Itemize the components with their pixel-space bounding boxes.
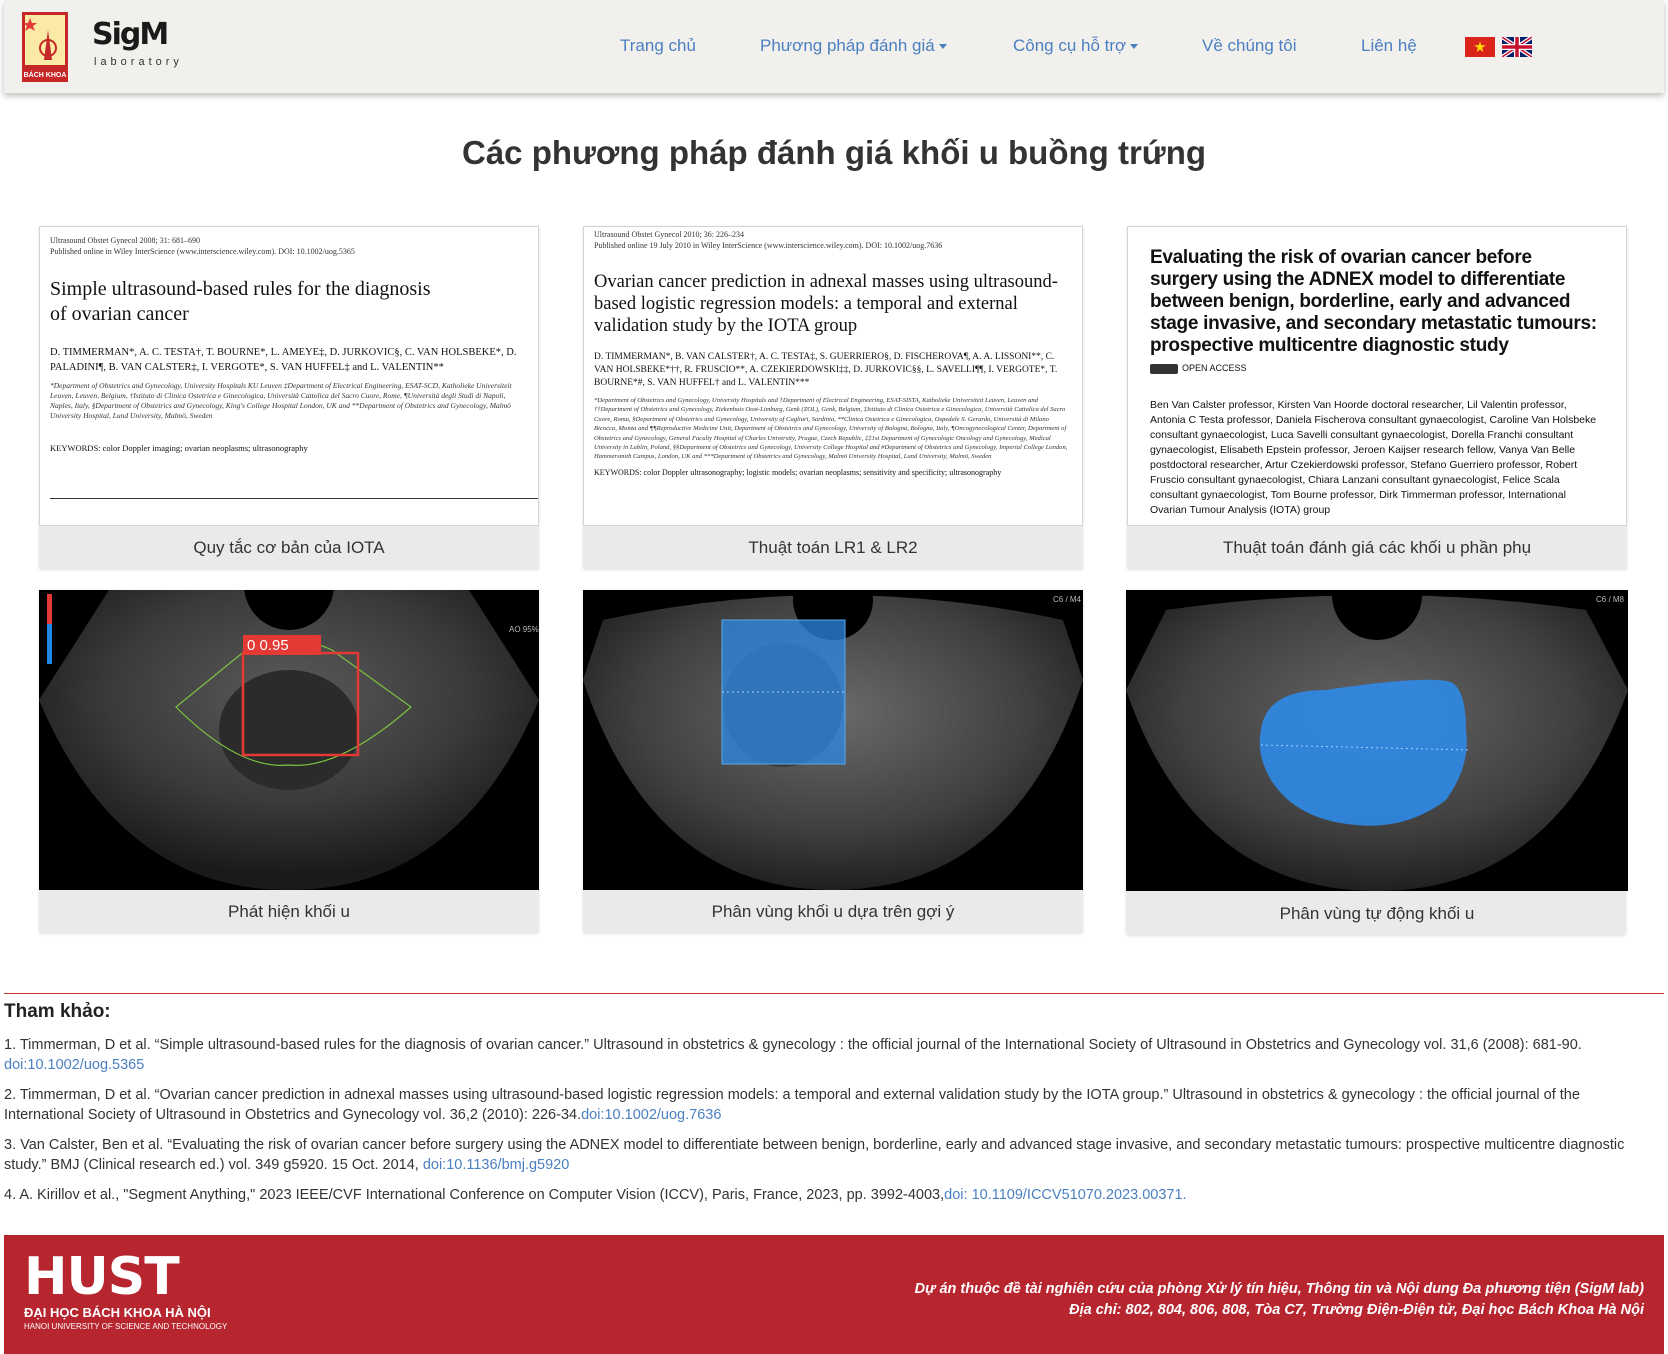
navbar [4, 0, 1664, 93]
sigm-logo[interactable] [92, 17, 192, 80]
reference-item: 2. Timmerman, D et al. “Ovarian cancer prediction in adnexal masses using ultrasound-based logistic regression models: a temporal and external validation study by the IOTA group.” Ultrasound in obstetrics & gynecology : the official journal of the International Society of Ultrasound in Obstetrics and Gynecology vol. 36,2 (2010): 226-34.doi:10.1002/uog.7636 [4, 1087, 1580, 1123]
paper-affiliations: *Department of Obstetrics and Gynecology, University Hospitals and †Department of Electrical Engineering, ESAT-SISTA, Katholieke Universiteit Leuven, Leuven and ††Department of Obstetrics and Gynecology, Ziekenhuis Oost-Limburg, Genk (ZOL), Genk, Belgium, ‡Istituto di Clinica Ostetrica e Ginecologica, Università Cattolica del Sacro Cuore, Roma, §Department of Obstetrics and Gynecology, University of Cagliari, Sardinia, **Clinica Ostetrica e Ginecologica, Ospedale S. Gerardo, Università di Milano Bicocca, Monza and ¶¶Reproductive Medicine Unit, Department of Obstetrics and Gynecology, University of Bologna, Bologna, Italy, ¶Oncogynecological Center, Department of Obstetrics and Gynecology, General Faculty Hospital of Charles University, Prague, Czech Republic, ‡‡1st Department of Gynecologic Oncology and Gynecology, Medical University in Lublin, Poland, §§Department of Obstetrics and Gynecology, University College Hospital and #Department of Obstetrics and Gynecology, Imperial College London, Hammersmith Campus, London, UK and ***Department of Obstetrics and Gynecology, Malmö University Hospital, Lund University, Malmö, Sweden [594, 397, 1068, 461]
doi-link[interactable]: doi:10.1002/uog.5365 [4, 1057, 145, 1073]
paper-title: Ovarian cancer prediction in adnexal masses using ultrasound-based logistic regression models: a temporal and external validation study by the IOTA group [594, 272, 1058, 336]
caret-down-icon [1130, 44, 1138, 49]
reference-item: 3. Van Calster, Ben et al. “Evaluating the risk of ovarian cancer before surgery using the ADNEX model to differentiate between benign, borderline, early and advanced stage invasive, and secondary metastatic tumours: prospective multicentre diagnostic study.” BMJ (Clinical research ed.) vol. 349 g5920. 15 Oct. 2014, doi:10.1136/bmj.g5920 [4, 1137, 1625, 1173]
cc-license-icon [1150, 364, 1178, 374]
paper-authors: D. TIMMERMAN*, A. C. TESTA†, T. BOURNE*, L. AMEYE‡, D. JURKOVIC§, C. VAN HOLSBEKE*, D. PALADINI¶, B. VAN CALSTER‡, I. VERGOTE*, S. VAN HUFFEL‡ and L. VALENTIN** [50, 347, 517, 373]
card-caption: Phân vùng tự động khối u [1279, 904, 1475, 923]
paper-keywords: KEYWORDS: color Doppler imaging; ovarian neoplasms; ultrasonography [50, 443, 308, 453]
hust-logo-vn: ĐẠI HỌC BÁCH KHOA HÀ NỘI [24, 1305, 211, 1320]
sigm-logo-text: SigM [92, 17, 168, 52]
card-adnex[interactable] [1127, 226, 1627, 569]
footer-info [915, 1279, 1644, 1321]
hust-logo[interactable] [24, 1247, 228, 1331]
sigm-logo-subtext: laboratory [94, 56, 183, 68]
footer-address-line: Địa chỉ: 802, 804, 806, 808, Tòa C7, Trường Điện-Điện tử, Đại học Bách Khoa Hà Nội [1069, 1302, 1644, 1318]
open-access-badge: OPEN ACCESS [1150, 363, 1604, 374]
paper-keywords: KEYWORDS: color Doppler ultrasonography; logistic models; ovarian neoplasms; sensitivity and specificity; ultrasonography [594, 467, 1002, 477]
paper-authors: D. TIMMERMAN*, B. VAN CALSTER†, A. C. TESTA‡, S. GUERRIERO§, D. FISCHEROVA¶, A. A. LISSONI**, C. VAN HOLSBEKE*††, R. FRUSCIO**, A. CZEKIERDOWSKI‡‡, D. JURKOVIC§§, L. SAVELLI¶¶, I. VERGOTE*, T. BOURNE*#, S. VAN HUFFEL† and L. VALENTIN*** [594, 352, 1058, 388]
bach-khoa-logo[interactable] [22, 12, 68, 82]
card-caption: Phân vùng khối u dựa trên gợi ý [711, 902, 955, 921]
paper-page [39, 226, 539, 526]
paper-page [583, 226, 1083, 526]
card-caption: Quy tắc cơ bản của IOTA [193, 538, 385, 557]
hust-logo-text: HUST [24, 1247, 179, 1307]
paper-thumbnail[interactable] [1127, 226, 1627, 526]
ultrasound-auto-segmentation-image[interactable] [1126, 590, 1628, 891]
caret-down-icon [939, 44, 947, 49]
doi-link[interactable]: doi: 10.1109/ICCV51070.2023.00371. [944, 1187, 1187, 1203]
nav-contact[interactable]: Liên hệ [1361, 36, 1417, 55]
svg-text:C6 / M8: C6 / M8 [1596, 595, 1625, 604]
paper-page [1127, 226, 1627, 526]
nav-tools-dropdown[interactable]: Công cụ hỗ trợ [1013, 36, 1138, 56]
paper-thumbnail[interactable] [39, 226, 539, 526]
card-caption: Phát hiện khối u [228, 902, 350, 921]
nav-about[interactable]: Về chúng tôi [1202, 36, 1297, 55]
paper-header: Ultrasound Obstet Gynecol 2010; 36: 226–234 Published online 19 July 2010 in Wiley InterScience (www.interscience.wiley.com). DOI: 10.1002/uog.7636 [594, 230, 943, 250]
doi-link[interactable]: doi:10.1002/uog.7636 [581, 1107, 722, 1123]
footer [4, 1235, 1664, 1354]
paper-title: Evaluating the risk of ovarian cancer before surgery using the ADNEX model to differentiate between benign, borderline, early and advanced stage invasive, and secondary metastatic tumours: prospective multicentre diagnostic study [1150, 247, 1597, 356]
paper-thumbnail[interactable] [583, 226, 1083, 526]
page-title: Các phương pháp đánh giá khối u buồng trứng [461, 134, 1207, 171]
paper-title: Simple ultrasound-based rules for the diagnosis of ovarian cancer [50, 278, 431, 325]
card-tumor-detection[interactable] [39, 590, 539, 933]
references-divider [4, 993, 1664, 994]
card-prompt-segmentation[interactable] [583, 590, 1083, 933]
nav-home[interactable]: Trang chủ [620, 36, 696, 55]
uk-flag-icon[interactable] [1502, 37, 1532, 57]
reference-item: 1. Timmerman, D et al. “Simple ultrasound-based rules for the diagnosis of ovarian cancer.” Ultrasound in obstetrics & gynecology : the official journal of the International Society of Ultrasound in Obstetrics and Gynecology vol. 31,6 (2008): 681-90. doi:10.1002/uog.5365 [4, 1037, 1582, 1073]
card-caption: Thuật toán LR1 & LR2 [748, 538, 918, 557]
paper-authors: Ben Van Calster professor, Kirsten Van Hoorde doctoral researcher, Lil Valentin professor, Antonia C Testa professor, Daniela Fischerova consultant gynaecologist, Caroline Van Holsbeke consultant gynaecologist, Luca Savelli consultant gynaecologist, Dorella Franchi consultant gynaecologist, Elisabeth Epstein professor, Jeroen Kaijser research fellow, Vanya Van Belle postdoctoral researcher, Artur Czekierdowski professor, Stefano Guerriero professor, Robert Fruscio consultant gynaecologist, Chiara Lanzani consultant gynaecologist, Felice Scala consultant gynaecologist, Tom Bourne professor, Dirk Timmerman professor, International Ovarian Tumour Analysis (IOTA) group [1150, 398, 1597, 516]
hust-logo-en: HANOI UNIVERSITY OF SCIENCE AND TECHNOLOGY [24, 1322, 228, 1331]
card-caption: Thuật toán đánh giá các khối u phần phụ [1222, 538, 1532, 557]
doi-link[interactable]: doi:10.1136/bmj.g5920 [422, 1157, 570, 1173]
ultrasound-prompt-segmentation-image[interactable] [583, 590, 1083, 890]
references-title: Tham khảo: [4, 1001, 111, 1022]
detection-score-label: 0 0.95 [247, 637, 289, 654]
svg-text:AO 95%: AO 95% [509, 625, 539, 634]
reference-item: 4. A. Kirillov et al., "Segment Anything," 2023 IEEE/CVF International Conference on Computer Vision (ICCV), Paris, France, 2023, pp. 3992-4003,doi: 10.1109/ICCV51070.2023.00371. [4, 1187, 1187, 1203]
ultrasound-detection-image[interactable] [39, 590, 539, 890]
card-auto-segmentation[interactable] [1126, 590, 1626, 935]
nav-methods-dropdown[interactable]: Phương pháp đánh giá [760, 36, 947, 56]
card-iota-simple-rules[interactable] [39, 226, 539, 569]
footer-project-line: Dự án thuộc đề tài nghiên cứu của phòng Xử lý tín hiệu, Thông tin và Nội dung Đa phương tiện (SigM lab) [914, 1281, 1644, 1297]
paper-affiliations: *Department of Obstetrics and Gynecology, University Hospitals KU Leuven ‡Department of Electrical Engineering, ESAT-SCD, Katholieke Universiteit Leuven, Leuven, Belgium, †Istituto di Clinica Ostetrica e Ginecologica, Università Cattolica del Sacro Cuore, Rome, ¶Università degli Studi di Napoli, Naples, Italy, §Department of Obstetrics and Gynecology, King's College Hospital London, UK and **Department of Obstetrics and Gynecology, Malmö University Hospital, Lund University, Malmö, Sweden [50, 381, 512, 420]
paper-header: Ultrasound Obstet Gynecol 2008; 31: 681–690 Published online in Wiley InterScience (www.interscience.wiley.com). DOI: 10.1002/uog.5365 [50, 236, 355, 256]
svg-text:BÁCH KHOA: BÁCH KHOA [23, 72, 67, 79]
svg-text:C6 / M4: C6 / M4 [1053, 595, 1082, 604]
card-lr1-lr2[interactable] [583, 226, 1083, 569]
paper-divider [50, 498, 538, 499]
vietnam-flag-icon[interactable] [1465, 37, 1495, 57]
